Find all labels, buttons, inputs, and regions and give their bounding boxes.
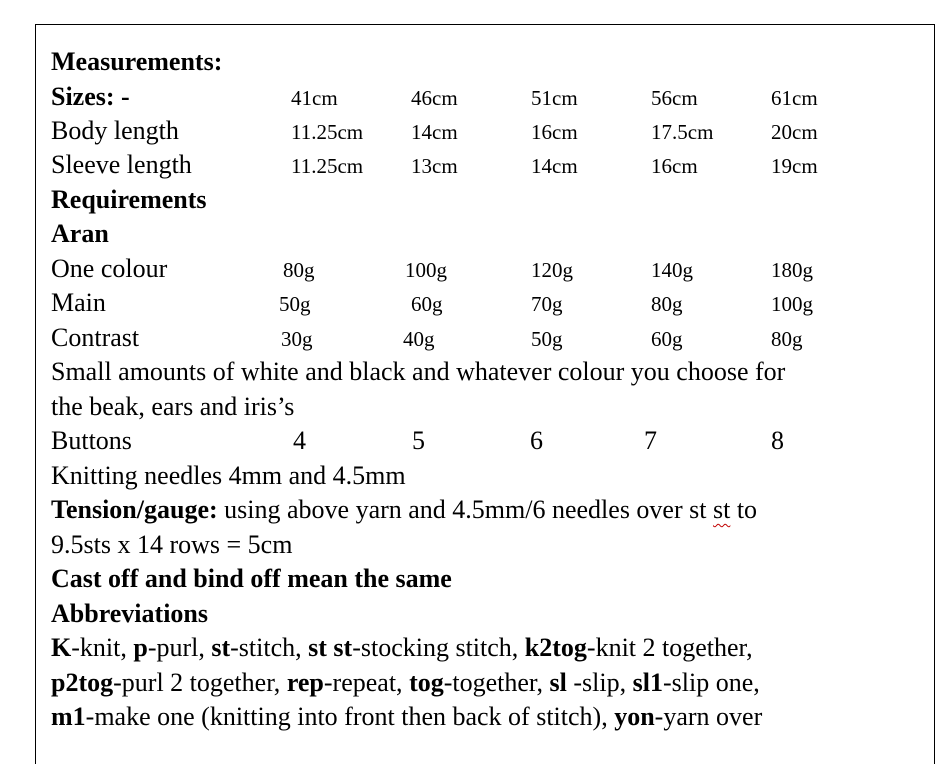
abbreviation-definition: -stocking stitch,	[352, 633, 525, 662]
abbreviation-definition: -knit,	[71, 633, 134, 662]
main-cell: 80g	[651, 292, 683, 316]
main-cell: 60g	[411, 292, 443, 316]
abbreviation-term: k2tog	[524, 633, 587, 662]
abbreviations-heading: Abbreviations	[51, 599, 208, 628]
tension-text-end: to	[730, 495, 758, 524]
contrast-cell: 80g	[771, 327, 803, 351]
contrast-cell: 60g	[651, 327, 683, 351]
abbreviation-term: st	[211, 633, 231, 662]
tension-line-2: 9.5sts x 14 rows = 5cm	[51, 530, 293, 559]
spellcheck-underlined-word: st	[712, 495, 731, 524]
abbreviation-term: sl	[549, 668, 567, 697]
one-colour-cell: 140g	[651, 258, 693, 282]
measurements-heading: Measurements:	[51, 47, 223, 76]
abbreviation-term: p	[133, 633, 148, 662]
abbreviation-definition: -repeat,	[323, 668, 410, 697]
requirements-heading: Requirements	[51, 185, 207, 214]
one-colour-cell: 80g	[283, 258, 315, 282]
abbreviation-definition: -yarn over	[654, 702, 763, 731]
aran-heading: Aran	[51, 219, 109, 248]
size-cell: 46cm	[411, 86, 458, 110]
abbreviation-definition: -slip one,	[662, 668, 760, 697]
one-colour-cell: 180g	[771, 258, 813, 282]
abbreviations-line-1	[51, 635, 753, 661]
abbreviation-definition: -together,	[443, 668, 550, 697]
abbreviation-definition: -make one (knitting into front then back of stitch),	[85, 702, 615, 731]
one-colour-cell: 100g	[405, 258, 447, 282]
size-cell: 51cm	[531, 86, 578, 110]
contrast-label: Contrast	[51, 323, 140, 352]
abbreviation-term: rep	[286, 668, 324, 697]
sleeve-length-cell: 14cm	[531, 154, 578, 178]
tension-line-1	[51, 497, 757, 523]
size-cell: 61cm	[771, 86, 818, 110]
abbreviation-term: sl1	[632, 668, 663, 697]
main-cell: 70g	[531, 292, 563, 316]
sleeve-length-cell: 16cm	[651, 154, 698, 178]
small-amounts-line-1: Small amounts of white and black and whatever colour you choose for	[51, 357, 786, 386]
one-colour-label: One colour	[51, 254, 168, 283]
one-colour-cell: 120g	[531, 258, 573, 282]
abbreviation-definition: -purl 2 together,	[113, 668, 287, 697]
body-length-cell: 16cm	[531, 120, 578, 144]
main-cell: 50g	[279, 292, 311, 316]
abbreviations-line-2	[51, 670, 760, 696]
contrast-cell: 30g	[281, 327, 313, 351]
body-length-label: Body length	[51, 116, 179, 145]
buttons-cell: 7	[644, 426, 657, 455]
sleeve-length-cell: 11.25cm	[291, 154, 364, 178]
abbreviation-term: p2tog	[51, 668, 114, 697]
body-length-cell: 11.25cm	[291, 120, 364, 144]
sizes-label: Sizes: -	[51, 82, 130, 111]
small-amounts-line-2: the beak, ears and iris’s	[51, 392, 295, 421]
abbreviations-line-3	[51, 704, 762, 730]
abbreviation-definition: -stitch,	[230, 633, 309, 662]
abbreviation-term: tog	[409, 668, 444, 697]
body-length-cell: 17.5cm	[651, 120, 714, 144]
abbreviation-term: K	[51, 633, 72, 662]
size-cell: 41cm	[291, 86, 338, 110]
abbreviation-definition: -knit 2 together,	[586, 633, 753, 662]
size-cell: 56cm	[651, 86, 698, 110]
sleeve-length-label: Sleeve length	[51, 150, 192, 179]
abbreviation-definition: -purl,	[147, 633, 212, 662]
buttons-cell: 6	[530, 426, 543, 455]
main-cell: 100g	[771, 292, 813, 316]
buttons-label: Buttons	[51, 426, 132, 455]
contrast-cell: 40g	[403, 327, 435, 351]
tension-text: using above yarn and 4.5mm/6 needles over st	[217, 495, 713, 524]
main-label: Main	[51, 288, 106, 317]
abbreviation-term: m1	[51, 702, 86, 731]
tension-label: Tension/gauge:	[51, 495, 218, 524]
contrast-cell: 50g	[531, 327, 563, 351]
abbreviation-definition: -slip,	[566, 668, 633, 697]
body-length-cell: 20cm	[771, 120, 818, 144]
abbreviation-term: yon	[614, 702, 655, 731]
buttons-cell: 5	[412, 426, 425, 455]
body-length-cell: 14cm	[411, 120, 458, 144]
abbreviation-term: st st	[308, 633, 353, 662]
needles-line: Knitting needles 4mm and 4.5mm	[51, 461, 406, 490]
cast-off-note: Cast off and bind off mean the same	[51, 564, 452, 593]
sleeve-length-cell: 19cm	[771, 154, 818, 178]
sleeve-length-cell: 13cm	[411, 154, 458, 178]
buttons-cell: 8	[771, 426, 784, 455]
buttons-cell: 4	[293, 426, 306, 455]
